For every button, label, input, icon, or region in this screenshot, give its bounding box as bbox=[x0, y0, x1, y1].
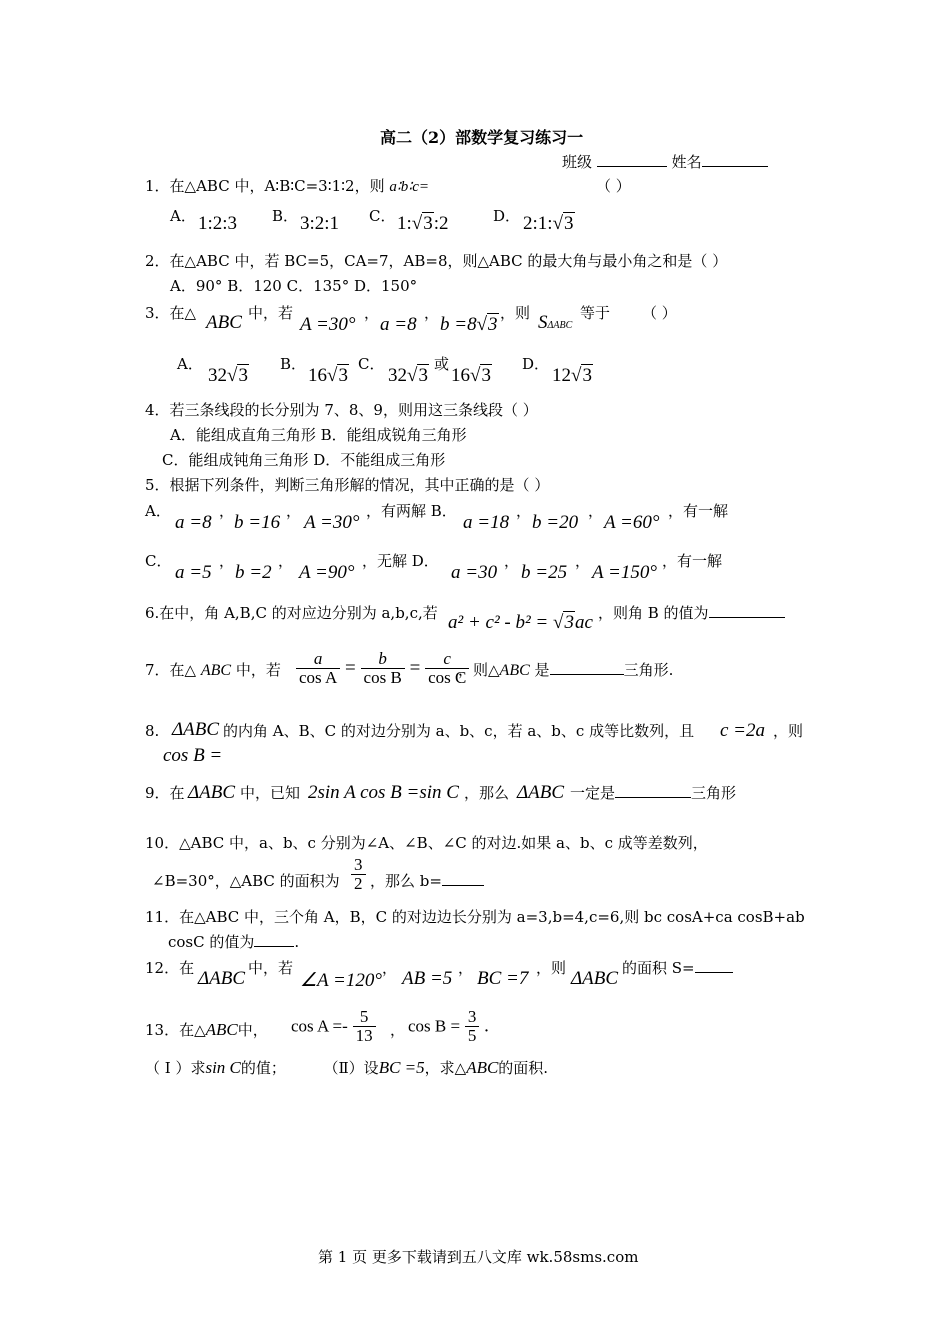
q6-formula-pre: a² + c² - b² = bbox=[448, 612, 553, 633]
q9-post bbox=[570, 783, 736, 803]
q8-then: ，则 bbox=[773, 722, 804, 740]
q10-area-fraction bbox=[351, 856, 366, 893]
q10-frac-d: 2 bbox=[354, 874, 363, 893]
q5-sep: ， bbox=[219, 552, 235, 570]
q9-then: ，那么 bbox=[464, 784, 510, 802]
page-title: 高二（2）部数学复习练习一 bbox=[380, 128, 584, 147]
q7-f1d: cos A bbox=[299, 668, 338, 687]
q1-c-post: :2 bbox=[433, 213, 449, 234]
q5-b-result: ，有一解 bbox=[668, 502, 729, 520]
q5-d1: a =30 bbox=[451, 562, 498, 583]
q12-cond-angle: ∠A =120° bbox=[300, 970, 382, 991]
q7-pre-text: 7．在△ bbox=[145, 661, 197, 679]
name-label: 姓名 bbox=[671, 153, 702, 171]
q5-c-label: C． bbox=[145, 552, 172, 570]
q7-f3n: c bbox=[425, 650, 469, 669]
q3-option-b: 16√3 bbox=[308, 365, 348, 386]
q13-frac-2 bbox=[465, 1008, 480, 1045]
q6-pre: 6.在中，角 A,B,C 的对应边分别为 a,b,c,若 bbox=[145, 604, 438, 622]
q10-post-text: ，那么 b= bbox=[370, 872, 442, 890]
q13-cond-cosA bbox=[291, 1008, 376, 1045]
class-name-line bbox=[562, 152, 768, 172]
q3-option-b-label: B． bbox=[280, 355, 307, 373]
q13-bc: BC =5 bbox=[378, 1058, 425, 1077]
q5-c-result: ，无解 D． bbox=[362, 552, 439, 570]
q7-blank bbox=[550, 660, 624, 675]
q9-triangle: ΔABC bbox=[188, 782, 236, 803]
q3-d-root: 3 bbox=[582, 365, 592, 386]
q12-triangle: ΔABC bbox=[198, 968, 246, 989]
q9-mid: 中，已知 bbox=[240, 784, 301, 802]
q5-sep: ， bbox=[516, 502, 532, 520]
q9-blank bbox=[615, 783, 691, 798]
q7-ratio-formula: $\frac{a}{\text{cos A}}$ = $\frac{b}{\text{cos B}}$ = $\frac{c}{\text{cos C}}$ bbox=[296, 650, 469, 687]
q5-b2: b =20 bbox=[532, 512, 579, 533]
q7-mid: 中，若 bbox=[235, 661, 281, 679]
q3-abc: ABC bbox=[206, 312, 242, 333]
q13-mid: 中， bbox=[237, 1021, 268, 1039]
class-blank bbox=[597, 152, 667, 167]
q3-area-symbol bbox=[538, 313, 572, 336]
q13-end: . bbox=[484, 1015, 489, 1037]
q11-line2: cosC 的值为 . bbox=[168, 933, 300, 951]
q3-answer-paren: （ ） bbox=[642, 304, 677, 322]
q5-a-result: ，有两解 B． bbox=[366, 502, 457, 520]
q7-f3d: cos C bbox=[428, 668, 467, 687]
q12-mid: 中，若 bbox=[248, 959, 294, 977]
q7-then: ，则△ bbox=[458, 661, 500, 679]
q3-c-pre: 32 bbox=[388, 365, 407, 386]
q13-parts bbox=[145, 1058, 548, 1078]
q3-s-sub: ΔABC bbox=[547, 320, 573, 331]
q2-stem: 2．在△ABC 中，若 BC=5，CA=7，AB=8，则△ABC 的最大角与最小角之和是（ ） bbox=[145, 252, 728, 270]
q1-option-b: 3:2:1 bbox=[300, 213, 340, 234]
q3-option-c2: 16√3 bbox=[451, 365, 491, 386]
q6-post-text: ，则角 B 的值为 bbox=[598, 604, 709, 622]
q5-a2: b =16 bbox=[234, 512, 281, 533]
q10-line2-post bbox=[370, 871, 484, 891]
q12-sep: ， bbox=[382, 959, 398, 977]
q5-sep: ， bbox=[504, 552, 520, 570]
page-footer: 第 1 页 更多下载请到五八文库 wk.58sms.com bbox=[318, 1248, 639, 1266]
q1-stem bbox=[145, 176, 429, 197]
q3-option-c-label: C． bbox=[358, 355, 385, 373]
q3-option-d: 12√3 bbox=[552, 365, 592, 386]
q10-line1: 10．△ABC 中，a、b、c 分别为∠A、∠B、∠C 的对边.如果 a、b、c 成等差数列， bbox=[145, 834, 708, 852]
q13-cond-cosB bbox=[408, 1008, 489, 1045]
q3-then: ，则 bbox=[500, 304, 531, 322]
q13-c2-pre: cos B = bbox=[408, 1016, 461, 1036]
q1-c-root: 3 bbox=[423, 213, 433, 234]
q7-frac-b bbox=[361, 650, 405, 687]
q7-f1n: a bbox=[296, 650, 340, 669]
q7-pre bbox=[145, 660, 281, 681]
q10-blank bbox=[442, 871, 484, 886]
q3-option-a-label: A． bbox=[177, 355, 203, 373]
q6-formula: a² + c² - b² = √3ac bbox=[448, 612, 593, 633]
q5-c3: A =90° bbox=[299, 562, 355, 583]
q7-is: 是 bbox=[534, 661, 550, 679]
q1-option-c: 1:√3:2 bbox=[397, 213, 449, 234]
q3-option-d-label: D． bbox=[522, 355, 550, 373]
q13-sep: ， bbox=[390, 1021, 406, 1039]
q13-sinC: sin C bbox=[205, 1058, 241, 1077]
q5-b1: a =18 bbox=[463, 512, 510, 533]
q12-post-text: 的面积 S= bbox=[622, 959, 695, 977]
q11-blank bbox=[254, 932, 294, 947]
q3-c2-root: 3 bbox=[481, 365, 491, 386]
q11-line2-text: cosC 的值为 bbox=[168, 933, 255, 951]
q13-c1-pre: cos A =- bbox=[291, 1016, 348, 1036]
q1-d-pre: 2:1: bbox=[523, 213, 553, 234]
q3-option-a: 32√3 bbox=[208, 365, 248, 386]
q13-pre bbox=[145, 1020, 268, 1040]
q5-sep: ， bbox=[588, 502, 604, 520]
q13-abc: ABC bbox=[205, 1020, 238, 1039]
q12-triangle2: ΔABC bbox=[571, 968, 619, 989]
q9-post-text: 一定是 bbox=[570, 784, 616, 802]
q10-frac bbox=[351, 856, 366, 893]
q5-d2: b =25 bbox=[521, 562, 568, 583]
q5-b3: A =60° bbox=[604, 512, 660, 533]
q3-option-c-or: 或 bbox=[434, 355, 450, 373]
q3-s: S bbox=[538, 312, 548, 333]
q3-b-root: 3 bbox=[488, 314, 498, 335]
q5-sep: ， bbox=[219, 502, 235, 520]
q13-c1-n: 5 bbox=[353, 1008, 376, 1027]
q3-cond-side-a: a =8 bbox=[380, 314, 417, 335]
q12-cond-ab: AB =5 bbox=[402, 968, 453, 989]
q5-sep: ， bbox=[575, 552, 591, 570]
q6-blank bbox=[709, 603, 785, 618]
q11-line1: 11．在△ABC 中，三个角 A，B，C 的对边边长分别为 a=3,b=4,c=6,则 bc cosA+ca cosB+ab bbox=[145, 908, 805, 926]
q3-bb-root: 3 bbox=[338, 365, 348, 386]
q6-post bbox=[598, 603, 785, 623]
q12-then: ，则 bbox=[536, 959, 567, 977]
q5-d-result: ，有一解 bbox=[662, 552, 723, 570]
class-label: 班级 bbox=[562, 153, 593, 171]
q3-cond-side-b: b =8√3 bbox=[440, 314, 498, 335]
q3-equals: 等于 bbox=[580, 304, 611, 322]
q3-d-pre: 12 bbox=[552, 365, 571, 386]
q3-comma1: ， bbox=[364, 304, 380, 322]
q8-triangle: ΔABC bbox=[172, 719, 220, 740]
q9-end: 三角形 bbox=[691, 784, 737, 802]
q13-part2-post: ，求△ bbox=[424, 1059, 467, 1077]
q1-option-a: 1:2:3 bbox=[198, 213, 238, 234]
q1-d-root: 3 bbox=[564, 213, 574, 234]
q13-part2-end: 的面积. bbox=[498, 1059, 549, 1077]
name-blank bbox=[702, 152, 768, 167]
q4-options-cd: C．能组成钝角三角形 D．不能组成三角形 bbox=[162, 451, 446, 469]
q3-b-pre: b =8 bbox=[440, 314, 477, 335]
q5-c2: b =2 bbox=[235, 562, 272, 583]
q1-option-c-label: C． bbox=[369, 207, 396, 225]
q13-pre-text: 13．在△ bbox=[145, 1021, 206, 1039]
q7-post-text: 三角形. bbox=[623, 661, 674, 679]
q12-pre: 12．在 bbox=[145, 959, 195, 977]
q9-condition: 2sin A cos B =sin C bbox=[308, 782, 459, 803]
q1-option-d-label: D． bbox=[493, 207, 521, 225]
q13-abc2: ABC bbox=[466, 1058, 499, 1077]
q9-triangle2: ΔABC bbox=[517, 782, 565, 803]
q3-c2-pre: 16 bbox=[451, 365, 470, 386]
q13-c2-n: 3 bbox=[465, 1008, 480, 1027]
q9-pre: 9．在 bbox=[145, 784, 185, 802]
q4-options-ab: A．能组成直角三角形 B．能组成锐角三角形 bbox=[170, 426, 467, 444]
q8-ask: cos B = bbox=[163, 745, 223, 766]
q3-pre: 3．在△ bbox=[145, 304, 197, 322]
q1-option-a-label: A． bbox=[170, 207, 196, 225]
q8-condition: c =2a bbox=[720, 720, 766, 741]
q13-c1-d: 13 bbox=[355, 1026, 373, 1045]
q3-c-root: 3 bbox=[418, 365, 428, 386]
q3-cond-a: A =30° bbox=[300, 314, 356, 335]
q3-mid: 中，若 bbox=[248, 304, 294, 322]
q3-bb-pre: 16 bbox=[308, 365, 327, 386]
q7-f2d: cos B bbox=[363, 668, 402, 687]
q12-blank bbox=[695, 958, 733, 973]
q7-f2n: b bbox=[361, 650, 405, 669]
q13-part1-post: 的值； bbox=[240, 1059, 286, 1077]
q5-a3: A =30° bbox=[304, 512, 360, 533]
q5-a-label: A． bbox=[145, 502, 171, 520]
q2-options: A．90° B．120 C．135° D．150° bbox=[170, 277, 418, 295]
q5-c1: a =5 bbox=[175, 562, 212, 583]
q3-comma2: ， bbox=[424, 304, 440, 322]
q1-answer-paren: （ ） bbox=[596, 177, 631, 195]
q12-cond-bc: BC =7 bbox=[477, 968, 529, 989]
q12-post bbox=[622, 958, 733, 978]
q1-option-d: 2:1:√3 bbox=[523, 213, 574, 234]
q13-frac-1 bbox=[353, 1008, 376, 1045]
q3-option-c: 32√3 bbox=[388, 365, 428, 386]
q8-text: 的内角 A、B、C 的对边分别为 a、b、c，若 a、b、c 成等比数列，且 bbox=[223, 722, 695, 740]
q1-stem-text: 1．在△ABC 中，A∶B∶C=3∶1∶2，则 bbox=[145, 177, 385, 195]
q5-sep: ， bbox=[278, 552, 294, 570]
q13-part1: （ Ⅰ ）求 bbox=[145, 1059, 206, 1077]
q1-ratio: a∶b∶c= bbox=[389, 179, 429, 195]
q1-option-b-label: B． bbox=[272, 207, 299, 225]
q4-stem: 4．若三条线段的长分别为 7、8、9，则用这三条线段（ ） bbox=[145, 401, 538, 419]
q10-frac-n: 3 bbox=[351, 856, 366, 875]
q8-num: 8. bbox=[145, 722, 160, 740]
q7-abc2: ABC bbox=[499, 662, 530, 679]
q7-frac-a bbox=[296, 650, 340, 687]
q5-sep: ， bbox=[286, 502, 302, 520]
q1-c-pre: 1: bbox=[397, 213, 412, 234]
q13-c2-d: 5 bbox=[467, 1026, 477, 1045]
q10-line2-pre: ∠B=30°，△ABC 的面积为 bbox=[152, 872, 340, 890]
q3-a-pre: 32 bbox=[208, 365, 227, 386]
q6-formula-post: ac bbox=[574, 612, 593, 633]
q7-abc: ABC bbox=[200, 662, 232, 679]
q5-d3: A =150° bbox=[592, 562, 657, 583]
q13-part2: （Ⅱ）设 bbox=[323, 1059, 379, 1077]
q3-a-root: 3 bbox=[238, 365, 248, 386]
q5-stem: 5．根据下列条件，判断三角形解的情况，其中正确的是（ ） bbox=[145, 476, 550, 494]
q12-sep: ， bbox=[458, 959, 474, 977]
q6-formula-root: 3 bbox=[564, 612, 574, 633]
q7-post bbox=[458, 660, 673, 681]
q5-a1: a =8 bbox=[175, 512, 212, 533]
